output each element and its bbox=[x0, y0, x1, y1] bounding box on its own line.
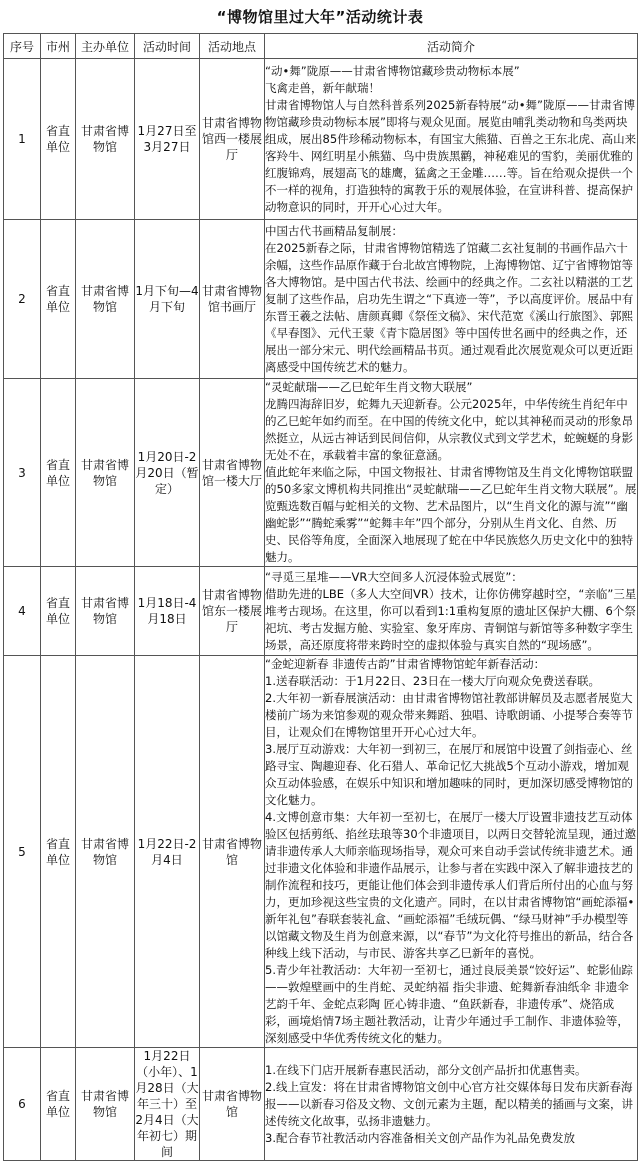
page-title: “博物馆里过大年”活动统计表 bbox=[216, 8, 424, 26]
table-header-row bbox=[4, 34, 638, 59]
intro-line: 甘肃省博物馆人与自然科普系列2025新春特展“动•舞”陇原——甘肃省博物馆藏珍贵动物标本展”即将与观众见面。展览由哺乳类动物和鸟类两块组成，展出85件珍稀动物标本，有国宝大熊猫、百兽之王东北虎、高山来客羚牛、网红明星小熊猫、鸟中贵族黑鹳，神秘难见的雪豹，美丽优雅的红腹锦鸡，展翅高飞的雄鹰，猛禽之王金雕……等。旨在给观众提供一个不一样的视角，打造独特的寓教于乐的观展体验，在宣讲科普、提高保护动物意识的同时，开开心心过大年。 bbox=[265, 97, 637, 214]
table-row bbox=[4, 220, 638, 379]
cell-region: 省直单位 bbox=[41, 379, 76, 567]
cell-time: 1月18日-4月18日 bbox=[135, 567, 200, 656]
cell-no: 2 bbox=[4, 220, 41, 379]
cell-time: 1月下旬—4月下旬 bbox=[135, 220, 200, 379]
intro-line: 3.配合春节社教活动内容准备相关文创产品作为礼品免费发放 bbox=[265, 1130, 575, 1145]
cell-place: 甘肃省博物馆东一楼展厅 bbox=[200, 567, 265, 656]
cell-region: 省直单位 bbox=[41, 220, 76, 379]
header-no: 序号 bbox=[4, 34, 41, 59]
cell-no: 5 bbox=[4, 656, 41, 1048]
cell-host: 甘肃省博物馆 bbox=[76, 1048, 135, 1161]
cell-place: 甘肃省博物馆西一楼展厅 bbox=[200, 59, 265, 220]
intro-line: “金蛇迎新春 非遗传古韵”甘肃省博物馆蛇年新春活动： bbox=[265, 657, 546, 671]
intro-line: 借助先进的LBE（多人大空间VR）技术，让你仿佛穿越时空，“亲临”三星堆考古现场。在这里，你可以看到1:1重构复原的遗址区保护大棚、6个祭祀坑、考古发掘方舱、实验室、象牙库房、青铜馆与新馆等多种数字孪生场景，高还原度将带来跨时空的虚拟体验与真实自然的“现场感”。 bbox=[265, 586, 637, 652]
intro-line: 龙腾四海辞旧岁，蛇舞九天迎新春。公元2025年，中华传统生肖纪年中的乙巳蛇年如约而至。在中国的传统文化中，蛇以其神秘而灵动的形象昂然挺立，从远古神话到民间信仰，从宗教仪式到文学艺术，蛇蜿蜒的身影无处不在，承载着丰富的象征意涵。 bbox=[265, 397, 633, 462]
table-row bbox=[4, 379, 638, 567]
header-place: 活动地点 bbox=[200, 34, 265, 59]
table-row bbox=[4, 656, 638, 1048]
cell-place: 甘肃省博物馆一楼大厅 bbox=[200, 379, 265, 567]
cell-time: 1月22日-2月4日 bbox=[135, 656, 200, 1048]
cell-no: 1 bbox=[4, 59, 41, 220]
cell-place: 甘肃省博物馆 bbox=[200, 656, 265, 1048]
cell-host: 甘肃省博物馆 bbox=[76, 567, 135, 656]
cell-no: 6 bbox=[4, 1048, 41, 1161]
intro-line: 5.青少年社教活动：大年初一至初七，通过良辰美景“饺好运”、蛇影仙踪——敦煌壁画中的生肖蛇、灵蛇纳福 指尖非遗、蛇舞新春油纸伞 非遗伞艺韵千年、金蛇点彩陶 匠心铸非遗、“鱼跃新春，非遗传承”、烧箔成彩，画境焰情7场主题社教活动，让青少年通过手工制作、非遗体验等，深刻感受中华优秀传统文化的魅力。 bbox=[265, 963, 633, 1045]
header-host: 主办单位 bbox=[76, 34, 135, 59]
cell-intro bbox=[265, 220, 638, 379]
header-region: 市州 bbox=[41, 34, 76, 59]
cell-host: 甘肃省博物馆 bbox=[76, 656, 135, 1048]
cell-place: 甘肃省博物馆书画厅 bbox=[200, 220, 265, 379]
cell-region: 省直单位 bbox=[41, 1048, 76, 1161]
cell-region: 省直单位 bbox=[41, 656, 76, 1048]
header-intro: 活动简介 bbox=[265, 34, 638, 59]
cell-time: 1月20日-2月20日（暂定） bbox=[135, 379, 200, 567]
cell-intro bbox=[265, 379, 638, 567]
cell-region: 省直单位 bbox=[41, 567, 76, 656]
cell-region: 省直单位 bbox=[41, 59, 76, 220]
cell-time: 1月22日（小年）、1月28日（大年三十）至2月4日（大年初七）期间 bbox=[135, 1049, 199, 1159]
header-time: 活动时间 bbox=[135, 34, 200, 59]
intro-line: 飞禽走兽，新年献瑞！ bbox=[265, 80, 380, 95]
intro-line: “灵蛇献瑞——乙巳蛇年生肖文物大联展” bbox=[265, 380, 473, 394]
cell-host: 甘肃省博物馆 bbox=[76, 220, 135, 379]
cell-host: 甘肃省博物馆 bbox=[76, 59, 135, 220]
intro-line: 在2025新春之际，甘肃省博物馆精选了馆藏二玄社复制的书画作品六十余幅，这些作品原作藏于台北故宫博物院，上海博物馆、辽宁省博物馆等各大博物馆。是中国古代书法、绘画中的经典之作。二玄社以精湛的工艺复制了这些作品，启功先生谓之“下真迹一等”，予以高度评价。展品中有东晋王羲之法帖、唐颜真卿《祭侄文稿》、宋代范宽《溪山行旅图》、郭熙《早春图》、元代王蒙《青卞隐居图》等中国传世名画中的经典之作，还展出一部分宋元、明代绘画精品书页。通过观看此次展览观众可以更近距离感受中国传统艺术的魅力。 bbox=[265, 240, 634, 374]
activity-table bbox=[3, 33, 638, 1161]
cell-time: 1月27日至3月27日 bbox=[135, 59, 200, 220]
intro-line: “动•舞”陇原——甘肃省博物馆藏珍贵动物标本展” bbox=[265, 63, 520, 78]
intro-line: 2.线上宣发：将在甘肃省博物馆文创中心官方社交媒体每日发布庆新春海报——以新春习俗及文物、文创元素为主题，配以精美的插画与文案，讲述传统文化故事，弘扬非遗魅力。 bbox=[265, 1079, 633, 1128]
cell-host: 甘肃省博物馆 bbox=[76, 379, 135, 567]
intro-line: “寻觅三星堆——VR大空间多人沉浸体验式展览”： bbox=[265, 569, 523, 584]
table-row bbox=[4, 59, 638, 220]
table-row bbox=[4, 567, 638, 656]
cell-intro bbox=[265, 567, 638, 656]
cell-intro bbox=[265, 1048, 638, 1161]
cell-no: 3 bbox=[4, 379, 41, 567]
cell-place: 甘肃省博物馆 bbox=[200, 1048, 265, 1161]
cell-intro bbox=[265, 656, 638, 1048]
cell-intro bbox=[265, 59, 638, 220]
intro-line: 中国古代书画精品复制展： bbox=[265, 223, 403, 238]
cell-no: 4 bbox=[4, 567, 41, 656]
intro-line: 1.在线下门店开展新春惠民活动，部分文创产品折扣优惠售卖。 bbox=[265, 1062, 587, 1077]
intro-line: 值此蛇年来临之际，中国文物报社、甘肃省博物馆及生肖文化博物馆联盟的50多家文博机构共同推出“灵蛇献瑞——乙巳蛇年生肖文物大联展”。展览甄选数百幅与蛇相关的文物、艺术品图片，以“生肖文化的源与流”“幽幽蛇影”“腾蛇乘雾”“蛇舞丰年”四个部分，分别从生肖文化、自然、历史、民俗等角度，全面深入地展现了蛇在中华民族悠久历史文化中的独特魅力。 bbox=[265, 465, 637, 564]
intro-line: 1.送春联活动：于1月22日、23日在一楼大厅向观众免费送春联。 bbox=[265, 674, 601, 688]
intro-line: 2.大年初一新春展演活动：由甘肃省博物馆社教部讲解员及志愿者展览大楼前广场为来馆参观的观众带来舞蹈、独唱、诗歌朗诵、小提琴合奏等节目，让观众们在博物馆里开开心心过大年。 bbox=[265, 691, 633, 739]
intro-line: 3.展厅互动游戏：大年初一到初三，在展厅和展馆中设置了剑指壶心、丝路寻宝、陶趣迎春、化石猎人、革命记忆大挑战5个互动小游戏，增加观众互动体验感，在娱乐中知识和增加趣味的同时，更加深切感受博物馆的文化魅力。 bbox=[265, 742, 633, 807]
table-row bbox=[4, 1048, 638, 1161]
intro-line: 4.文博创意市集：大年初一至初七，在展厅一楼大厅设置非遗技艺互动体验区包括剪纸、掐丝珐琅等30个非遗项目，以两日交替轮流呈现，通过邀请非遗传承人大师亲临现场指导，观众可来自动手尝试传统非遗艺术。通过非遗文化体验和非遗作品展示，让参与者在实践中深入了解非遗技艺的制作流程和技巧，更能让他们体会到非遗传承人们背后所付出的心血与努力，更加珍视这些宝贵的文化遗产。同时，在以甘肃省博物馆“画蛇添福•新年礼包”春联套装礼盒、“画蛇添福”毛绒玩偶、“绿马财神”手办模型等以馆藏文物及生肖为创意来源，以“春节”为文化符号推出的新品，结合各种线上线下活动，与市民、游客共享乙巳新年的喜悦。 bbox=[265, 810, 637, 960]
